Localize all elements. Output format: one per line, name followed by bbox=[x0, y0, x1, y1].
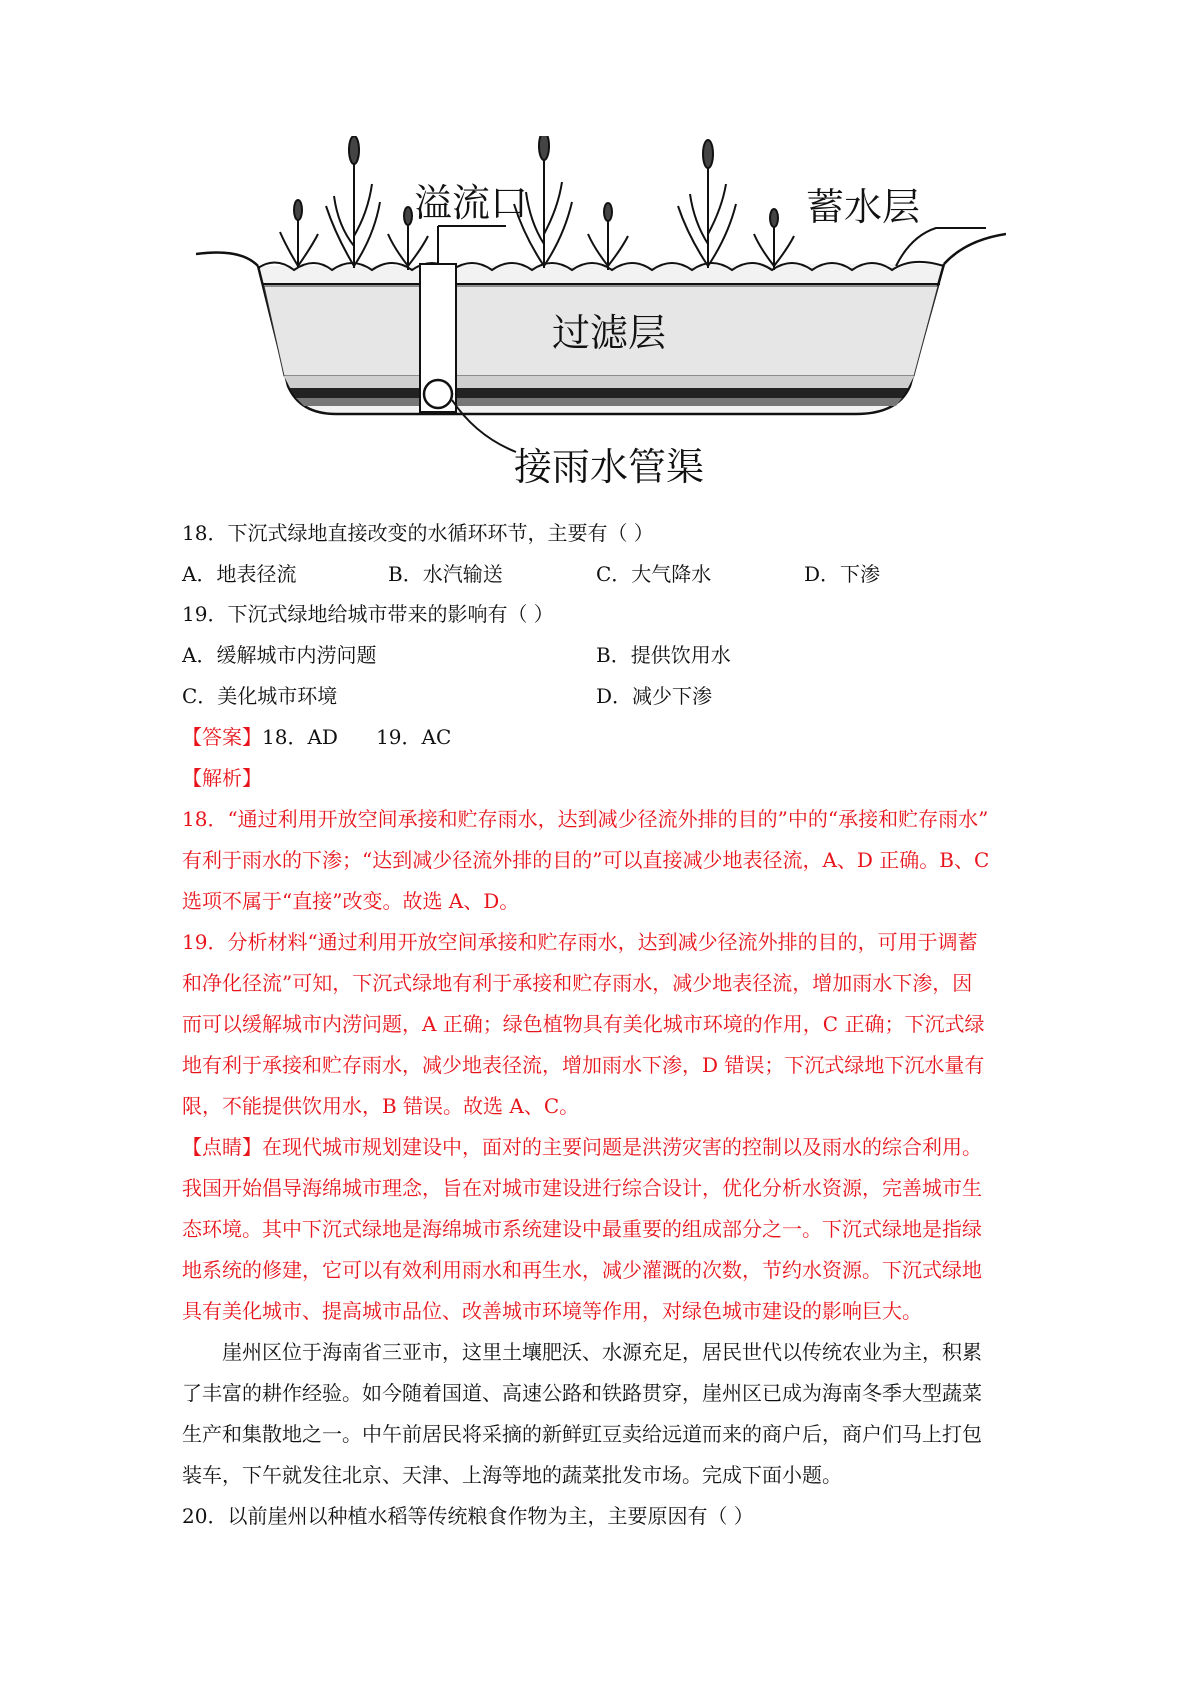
answer-tag: 【答案】 bbox=[182, 725, 262, 749]
analysis-line-4: 19．分析材料“通过利用开放空间承接和贮存雨水，达到减少径流外排的目的，可用于调蓄 bbox=[182, 930, 978, 954]
gravel-band bbox=[284, 376, 914, 388]
analysis-line-1: 18．“通过利用开放空间承接和贮存雨水，达到减少径流外排的目的”中的“承接和贮存雨水” bbox=[182, 807, 989, 831]
label-overflow: 溢流口 bbox=[414, 181, 529, 225]
drainage-band-mid bbox=[296, 398, 902, 406]
q19-stem: 19．下沉式绿地给城市带来的影响有（ ） bbox=[182, 602, 554, 626]
left-ground-line bbox=[196, 253, 258, 267]
passage-line-2: 了丰富的耕作经验。如今随着国道、高速公路和铁路贯穿，崖州区已成为海南冬季大型蔬菜 bbox=[182, 1381, 982, 1405]
label-filter: 过滤层 bbox=[552, 311, 667, 355]
passage-line-4: 装车，下午就发往北京、天津、上海等地的蔬菜批发市场。完成下面小题。 bbox=[182, 1463, 842, 1487]
plant-2 bbox=[326, 136, 380, 268]
plant-6 bbox=[678, 140, 736, 268]
analysis-tag: 【解析】 bbox=[182, 766, 262, 790]
drainage-band-dark bbox=[290, 388, 908, 398]
plant-1 bbox=[280, 200, 318, 268]
q19-option-c: C．美化城市环境 bbox=[182, 684, 338, 708]
diagram-svg bbox=[196, 136, 1006, 506]
q19-option-b: B．提供饮用水 bbox=[596, 643, 731, 667]
label-storage: 蓄水层 bbox=[806, 185, 921, 229]
point-first-text: 在现代城市规划建设中，面对的主要问题是洪涝灾害的控制以及雨水的综合利用。 bbox=[262, 1135, 982, 1159]
analysis-line-7: 地有利于承接和贮存雨水，减少地表径流，增加雨水下渗，D 错误；下沉式绿地下沉水量有 bbox=[182, 1053, 985, 1077]
point-line-4: 具有美化城市、提高城市品位、改善城市环境等作用，对绿色城市建设的影响巨大。 bbox=[182, 1299, 922, 1323]
passage-line-3: 生产和集散地之一。中午前居民将采摘的新鲜豇豆卖给远道而来的商户后，商户们马上打包 bbox=[182, 1422, 982, 1446]
right-ground-line bbox=[944, 234, 1006, 264]
analysis-line-8: 限，不能提供饮用水，B 错误。故选 A、C。 bbox=[182, 1094, 580, 1118]
q19-option-d: D．减少下渗 bbox=[596, 684, 713, 708]
point-tag: 【点睛】 bbox=[182, 1135, 262, 1159]
point-first-line bbox=[182, 1133, 982, 1161]
q18-option-a: A．地表径流 bbox=[182, 562, 297, 586]
analysis-line-2: 有利于雨水的下渗；“达到减少径流外排的目的”可以直接减少地表径流，A、D 正确。B、C bbox=[182, 848, 990, 872]
analysis-line-5: 和净化径流”可知，下沉式绿地有利于承接和贮存雨水，减少地表径流，增加雨水下渗，因 bbox=[182, 971, 973, 995]
passage-line-1: 崖州区位于海南省三亚市，这里土壤肥沃、水源充足，居民世代以传统农业为主，积累 bbox=[222, 1340, 982, 1364]
q18-option-d: D．下渗 bbox=[804, 562, 881, 586]
analysis-line-6: 而可以缓解城市内涝问题，A 正确；绿色植物具有美化城市环境的作用，C 正确；下沉式绿 bbox=[182, 1012, 985, 1036]
q19-option-a: A．缓解城市内涝问题 bbox=[182, 643, 377, 667]
plant-7 bbox=[754, 209, 794, 270]
storage-leader bbox=[896, 228, 986, 266]
label-pipe: 接雨水管渠 bbox=[514, 445, 705, 489]
q18-stem: 18．下沉式绿地直接改变的水循环环节，主要有（ ） bbox=[182, 521, 654, 545]
q18-option-c: C．大气降水 bbox=[596, 562, 712, 586]
answer-text: 18．AD 19．AC bbox=[262, 725, 452, 749]
point-line-3: 地系统的修建，它可以有效利用雨水和再生水，减少灌溉的次数，节约水资源。下沉式绿地 bbox=[182, 1258, 982, 1282]
plant-5 bbox=[588, 203, 628, 270]
plants bbox=[280, 136, 794, 270]
point-line-2: 态环境。其中下沉式绿地是海绵城市系统建设中最重要的组成部分之一。下沉式绿地是指绿 bbox=[182, 1217, 982, 1241]
answer-line bbox=[182, 723, 451, 751]
point-line-1: 我国开始倡导海绵城市理念，旨在对城市建设进行综合设计，优化分析水资源，完善城市生 bbox=[182, 1176, 982, 1200]
q20-stem: 20．以前崖州以种植水稻等传统粮食作物为主，主要原因有（ ） bbox=[182, 1504, 754, 1528]
q18-option-b: B．水汽输送 bbox=[388, 562, 503, 586]
sunken-greenland-diagram bbox=[196, 136, 1006, 506]
drain-pipe-circle bbox=[424, 380, 452, 408]
analysis-line-3: 选项不属于“直接”改变。故选 A、D。 bbox=[182, 889, 520, 913]
